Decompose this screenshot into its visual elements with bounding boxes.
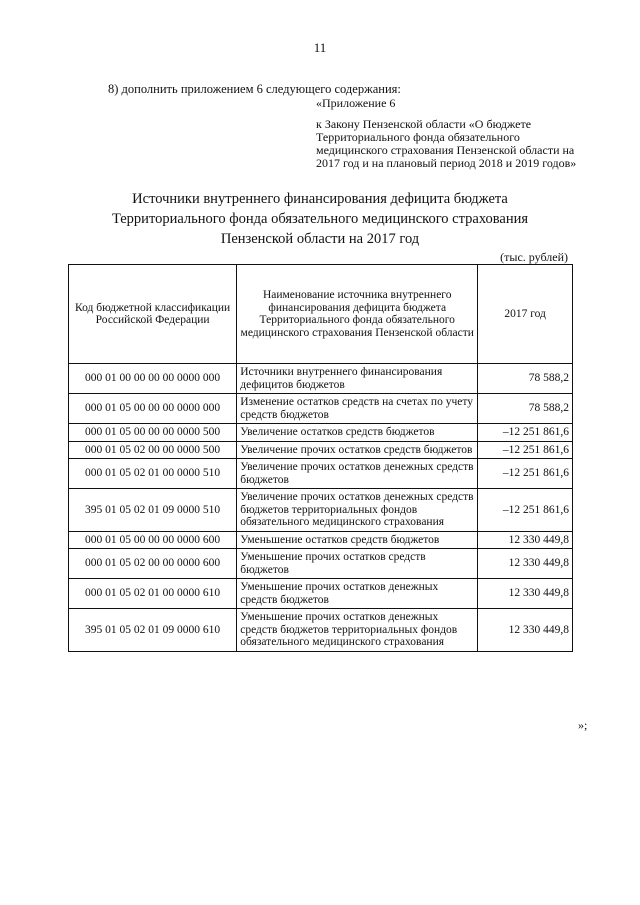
cell-name: Увеличение прочих остатков средств бюджетов	[237, 441, 478, 459]
title-line: Источники внутреннего финансирования дефицита бюджета	[132, 191, 508, 207]
cell-code: 000 01 05 02 01 00 0000 610	[69, 579, 237, 609]
cell-value: 12 330 449,8	[478, 531, 573, 549]
cell-name: Уменьшение прочих остатков денежных средств бюджетов	[237, 579, 478, 609]
table-row	[69, 489, 573, 532]
cell-code: 000 01 05 02 00 00 0000 600	[69, 549, 237, 579]
cell-code: 395 01 05 02 01 09 0000 510	[69, 489, 237, 532]
closing-quote: »;	[578, 718, 588, 732]
title-line: Территориального фонда обязательного медицинского страхования	[111, 211, 529, 227]
cell-name: Увеличение прочих остатков денежных средств бюджетов	[237, 459, 478, 489]
cell-code: 000 01 05 02 01 00 0000 510	[69, 459, 237, 489]
cell-code: 395 01 05 02 01 09 0000 610	[69, 609, 237, 652]
cell-value: 12 330 449,8	[478, 579, 573, 609]
table-row	[69, 394, 573, 424]
cell-value: 78 588,2	[478, 364, 573, 394]
cell-name: Источники внутреннего финансирования дефицитов бюджетов	[237, 364, 478, 394]
cell-value: –12 251 861,6	[478, 459, 573, 489]
header-year: 2017 год	[478, 265, 573, 364]
cell-code: 000 01 05 00 00 00 0000 600	[69, 531, 237, 549]
cell-value: –12 251 861,6	[478, 489, 573, 532]
cell-value: –12 251 861,6	[478, 424, 573, 442]
page-number: 11	[313, 40, 327, 55]
table-row	[69, 364, 573, 394]
table-header-row	[69, 265, 573, 364]
cell-code: 000 01 05 00 00 00 0000 000	[69, 394, 237, 424]
cell-code: 000 01 05 02 00 00 0000 500	[69, 441, 237, 459]
cell-value: 12 330 449,8	[478, 609, 573, 652]
table-row	[69, 609, 573, 652]
table-row	[69, 441, 573, 459]
intro-text: 8) дополнить приложением 6 следующего содержания:	[108, 82, 401, 96]
appendix-label: «Приложение 6	[316, 96, 396, 110]
appendix-reference	[316, 97, 586, 170]
cell-name: Уменьшение остатков средств бюджетов	[237, 531, 478, 549]
title-line: Пензенской области на 2017 год	[220, 231, 420, 247]
cell-code: 000 01 05 00 00 00 0000 500	[69, 424, 237, 442]
appendix-text: к Закону Пензенской области «О бюджете Территориального фонда обязательного медицинского страхования Пензенской области на 2017 год и на плановый период 2018 и 2019 годов»	[316, 117, 577, 170]
cell-value: –12 251 861,6	[478, 441, 573, 459]
cell-value: 78 588,2	[478, 394, 573, 424]
cell-name: Увеличение прочих остатков денежных средств бюджетов территориальных фондов обязательного медицинского страхования	[237, 489, 478, 532]
table-row	[69, 549, 573, 579]
table-row	[69, 531, 573, 549]
table-row	[69, 459, 573, 489]
header-code: Код бюджетной классификации Российской Федерации	[69, 265, 237, 364]
cell-code: 000 01 00 00 00 00 0000 000	[69, 364, 237, 394]
units-label: (тыс. рублей)	[500, 250, 568, 264]
cell-name: Уменьшение прочих остатков средств бюджетов	[237, 549, 478, 579]
header-name: Наименование источника внутреннего финансирования дефицита бюджета Территориального фонда обязательного медицинского страхования Пензенской области	[237, 265, 478, 364]
cell-name: Увеличение остатков средств бюджетов	[237, 424, 478, 442]
cell-name: Изменение остатков средств на счетах по учету средств бюджетов	[237, 394, 478, 424]
sources-table	[68, 264, 573, 652]
document-title	[80, 189, 560, 249]
cell-name: Уменьшение прочих остатков денежных средств бюджетов территориальных фондов обязательного медицинского страхования	[237, 609, 478, 652]
table-row	[69, 579, 573, 609]
cell-value: 12 330 449,8	[478, 549, 573, 579]
table-row	[69, 424, 573, 442]
